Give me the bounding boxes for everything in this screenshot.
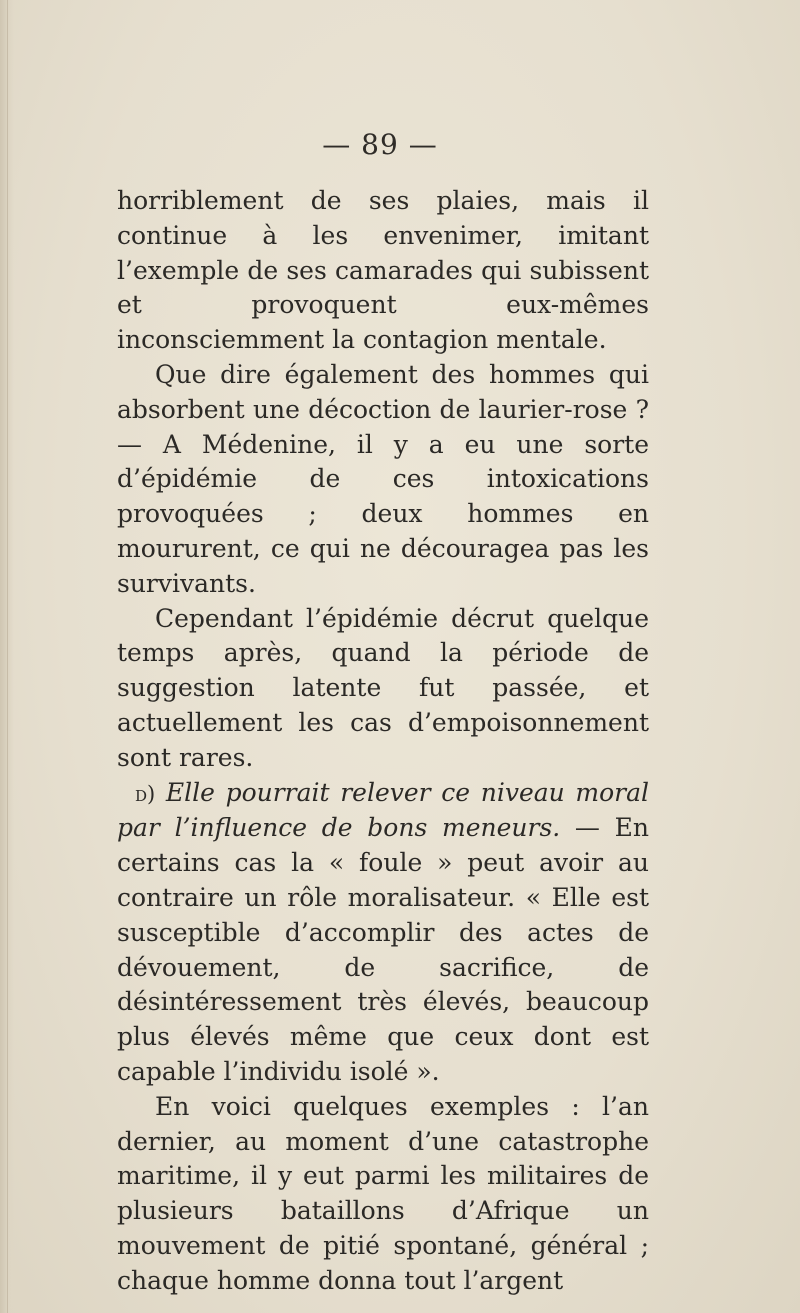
paragraph-3: Cependant l’épidémie décrut quelque temps après, quand la période de suggestion latente fut passée, et actuellement les cas d’empoisonnement sont rares. bbox=[117, 603, 649, 772]
section-label: d) bbox=[135, 781, 156, 806]
paragraph-5: En voici quelques exemples : l’an dernier, au moment d’une catastrophe maritime, il y eut parmi les militaires de plusieurs bataillons d’Afrique un mouvement de pitié spontané, général ; chaque homme donna tout l’argent bbox=[117, 1091, 649, 1295]
body-text bbox=[117, 184, 649, 1299]
paragraph-4 bbox=[117, 776, 649, 1090]
paragraph-4-body: — En certains cas la « foule » peut avoir au contraire un rôle moralisateur. « Elle est susceptible d’accomplir des actes de dévouement, de sacrifice, de désintéressement très élevés, beaucoup plus élevés même que ceux dont est capable l’individu isolé ». bbox=[117, 813, 649, 1086]
paragraph-2: Que dire également des hommes qui absorbent une décoction de laurier-rose ? — A Médenine, il y a eu une sorte d’épidémie de ces intoxications provoquées ; deux hommes en moururent, ce qui ne découragea pas les survivants. bbox=[117, 359, 649, 598]
page-edge-line bbox=[7, 0, 8, 1313]
section-title: Elle pourrait relever ce niveau moral par l’influence de bons meneurs. bbox=[117, 777, 649, 843]
page-number: — 89 — bbox=[322, 128, 438, 161]
paragraph-1: horriblement de ses plaies, mais il continue à les envenimer, imitant l’exemple de ses camarades qui subissent et provoquent eux-mêmes inconsciemment la contagion mentale. bbox=[117, 186, 649, 355]
